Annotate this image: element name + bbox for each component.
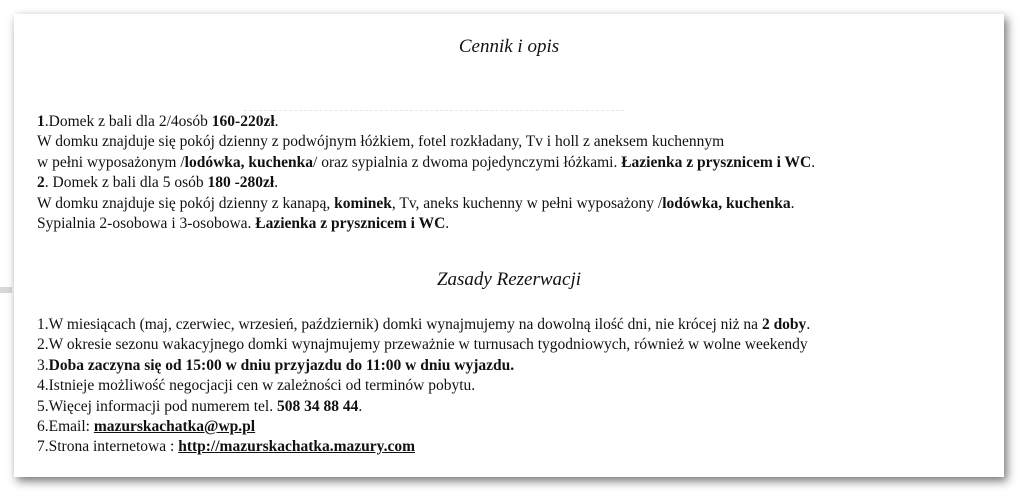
cabin-2-desc-end-1: .	[790, 194, 795, 212]
phone-number: 508 34 88 44	[276, 397, 359, 415]
cabin-1-desc-text-a: w pełni wyposażonym /	[37, 153, 185, 171]
cabin-2-heading	[37, 173, 997, 193]
reservation-rules-list	[37, 315, 997, 458]
cabin-2-desc-text-a: W domku znajduje się pokój dzienny z kanapą,	[37, 194, 335, 212]
rule-7	[37, 437, 997, 457]
rule-3-number: 3.	[37, 356, 49, 374]
rule-5	[37, 397, 997, 417]
rule-2: 2.W okresie sezonu wakacyjnego domki wynajmujemy przeważnie w turnusach tygodniowych, również w wolne weekendy	[37, 336, 808, 354]
cabin-1-bathroom: Łazienka z prysznicem i WC	[621, 153, 812, 171]
cabin-1-period: .	[274, 113, 279, 130]
cabin-2-number: 2	[37, 174, 45, 192]
rule-6	[37, 417, 997, 437]
reservation-rules-title: Zasady Rezerwacji	[436, 269, 582, 290]
rule-6-label: 6.Email:	[37, 417, 94, 435]
rule-1-end: .	[806, 316, 811, 333]
cabin-1-heading	[37, 112, 997, 132]
cabin-2-fireplace: kominek	[334, 194, 392, 212]
cabin-2-desc-text-c: , Tv, aneks kuchenny w pełni wyposażony /	[391, 194, 663, 212]
cabin-1-description-line-1: W domku znajduje się pokój dzienny z podwójnym łóżkiem, fotel rozkładany, Tv i holl z aneksem kuchennym	[37, 133, 725, 151]
pricing-description	[37, 112, 997, 234]
website-link[interactable]: http://mazurskachatka.mazury.com	[178, 438, 415, 456]
page-edge-mark	[0, 287, 12, 293]
rule-3-checkin-hours: Doba zaczyna się od 15:00 w dniu przyjazdu do 11:00 w dniu wyjazdu.	[48, 356, 515, 374]
cabin-2-bathroom: Łazienka z prysznicem i WC	[255, 214, 446, 232]
cabin-1-number: 1	[37, 113, 45, 130]
cabin-1-appliances: lodówka, kuchenka	[184, 153, 314, 171]
rule-7-label: 7.Strona internetowa :	[37, 438, 179, 456]
rule-5-end: .	[358, 397, 363, 415]
cabin-1-desc-text-c: / oraz sypialnia z dwoma pojedynczymi łóżkami.	[313, 153, 622, 171]
cabin-1-price: 160-220zł	[211, 113, 275, 130]
cabin-1-name: .Domek z bali dla 2/4osób	[44, 113, 212, 130]
cabin-2-period: .	[274, 174, 279, 192]
cabin-2-desc-end-2: .	[445, 214, 450, 232]
cabin-2-description-line-2	[37, 214, 997, 234]
cabin-2-price: 180 -280zł	[207, 174, 275, 192]
cabin-1-desc-end: .	[811, 153, 816, 171]
cabin-1-description-line-2	[37, 153, 997, 173]
cabin-2-name: . Domek z bali dla 5 osób	[44, 174, 208, 192]
rule-1	[37, 315, 997, 335]
rule-4: 4.Istnieje możliwość negocjacji cen w zależności od terminów pobytu.	[37, 377, 476, 395]
rule-3	[37, 356, 997, 376]
price-list-card	[14, 14, 1004, 477]
cabin-2-appliances: lodówka, kuchenka	[662, 194, 791, 212]
pricing-title: Cennik i opis	[458, 36, 560, 57]
rule-1-text: 1.W miesiącach (maj, czerwiec, wrzesień, październik) domki wynajmujemy na dowolną ilość dni, nie krócej niż na	[37, 316, 762, 333]
rule-1-min-stay: 2 doby	[761, 316, 807, 333]
cabin-2-description-line-1	[37, 194, 997, 214]
rule-5-text: 5.Więcej informacji pod numerem tel.	[37, 397, 277, 415]
cabin-2-bedrooms: Sypialnia 2-osobowa i 3-osobowa.	[37, 214, 256, 232]
email-link[interactable]: mazurskachatka@wp.pl	[93, 417, 256, 435]
